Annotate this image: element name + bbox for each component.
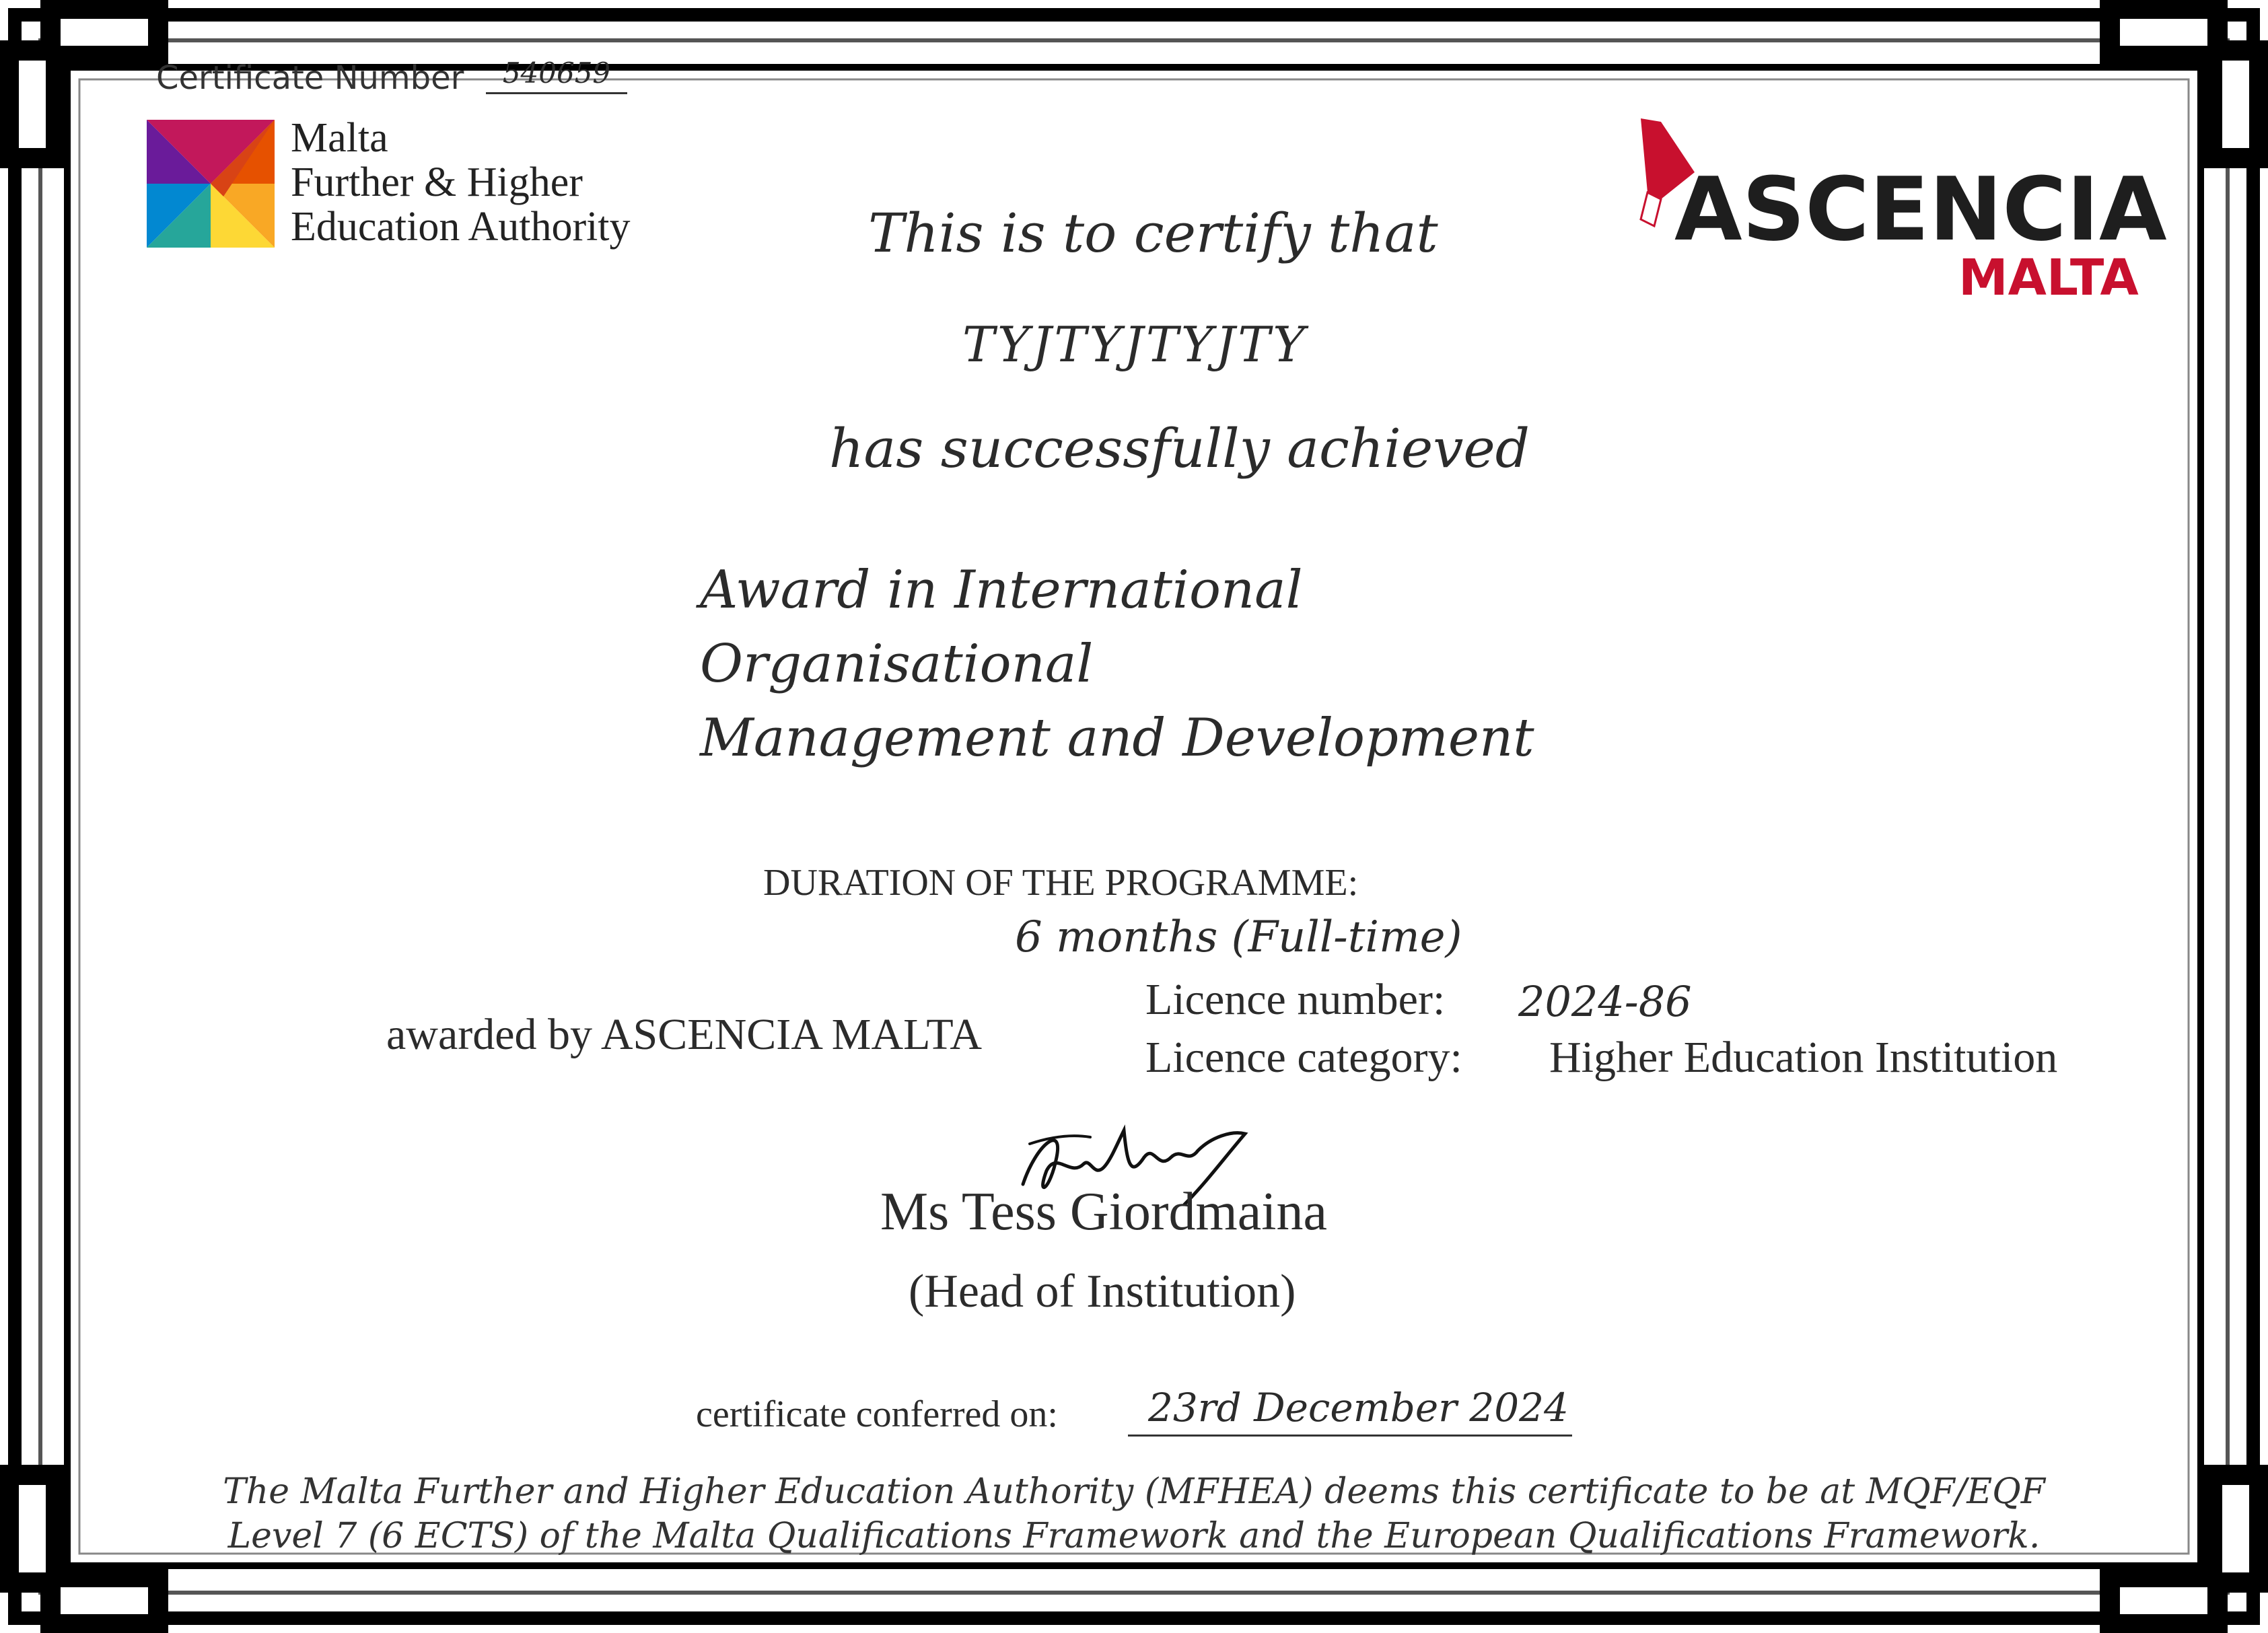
award-title-line-1: Award in International Organisational [700,560,1303,694]
mfhea-logo-icon [147,120,275,248]
certificate-number-value: 540659 [486,57,627,94]
award-title [700,553,1642,775]
signatory-name: Ms Tess Giordmaina [880,1182,1327,1241]
licence-number-value: 2024-86 [1518,977,1692,1026]
ascencia-sub-text: MALTA [1958,249,2139,307]
licence-category-label: Licence category: [1145,1033,1462,1082]
certificate-number-label: Certificate Number [156,59,464,97]
duration-label: DURATION OF THE PROGRAMME: [763,862,1359,904]
ascencia-logo [1634,118,2167,307]
conferred-label: certificate conferred on: [696,1393,1058,1435]
awarded-by: awarded by ASCENCIA MALTA [386,1010,983,1059]
mfhea-line-1: Malta [291,115,388,161]
signatory-role: (Head of Institution) [909,1266,1296,1317]
conferred-date: 23rd December 2024 [1128,1385,1572,1437]
licence-number-label: Licence number: [1145,975,1446,1024]
award-title-line-2: Management and Development [700,708,1534,768]
student-name: TYJTYJTYJTY [962,316,1308,373]
duration-value: 6 months (Full-time) [1015,912,1462,962]
mfhea-line-2: Further & Higher [291,159,583,205]
licence-category-value: Higher Education Institution [1549,1033,2058,1082]
certify-statement: This is to certify that [868,202,1438,264]
ascencia-brand-text: ASCENCIA [1674,158,2167,260]
mfhea-name [291,116,631,249]
mfhea-footnote: The Malta Further and Higher Education Authority (MFHEA) deems this certificate to be at MQF/EQF Level 7 (6 ECTS) of the Malta Qualifications Framework and the European Qualifications Framework. [223,1472,2045,1556]
mfhea-line-3: Education Authority [291,204,631,250]
achieved-statement: has successfully achieved [829,417,1530,480]
